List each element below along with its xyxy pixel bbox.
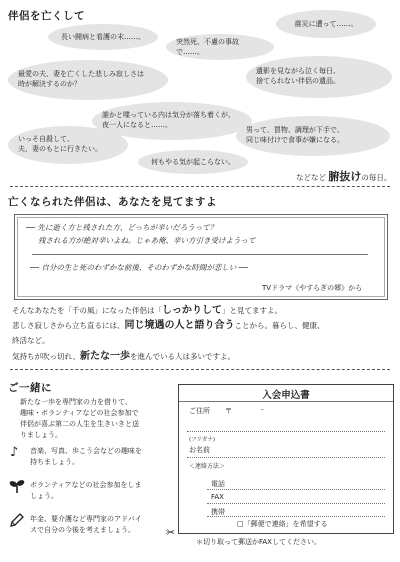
section2-title: 亡くなられた伴侶は、あなたを見てますよ [8, 196, 217, 208]
speech-bubble: 誰かと喋っている内は気分が落ち着くが、 夜一人になると……。 [92, 102, 252, 140]
section1-title: 伴侶を亡くして [8, 10, 85, 22]
fax-label: FAX [211, 493, 224, 501]
speech-bubble: 震災に遭って……。 [276, 10, 376, 38]
furigana-label: (フリガナ) [189, 437, 216, 443]
emphasis-text: 腑抜け [328, 170, 362, 183]
mail-checkbox[interactable]: □「郵便で連絡」を希望する [237, 520, 328, 528]
postal-dash: - [261, 406, 264, 414]
postal-mark: 〒 [225, 407, 232, 415]
mobile-label: 携帯 [211, 508, 225, 516]
speech-bubble: 男って、買物、調理が下手で、 同じ味付けで食事が嫌になる。 [236, 116, 390, 156]
speech-bubble: 突然死、不慮の事故で……。 [166, 34, 274, 60]
mobile-field[interactable] [207, 516, 385, 517]
fax-field[interactable] [207, 503, 385, 504]
name-field[interactable] [187, 457, 385, 458]
speech-bubble: 長い闘病と看護の末……。 [48, 24, 158, 50]
section3-intro: 新たな一歩を専門家の力を借りて、 趣味・ボランティアなどの社会参加で 伴侶が喜ぶ第二の人生を生きいきと送 りましょう。 [20, 398, 139, 439]
list-item: 年金、要介護など専門家のアドバイ スで自分の今後を考えましょう。 [30, 515, 142, 534]
pencil-icon [9, 512, 25, 532]
section1-footer: などなど 腑抜けの毎日。 [296, 170, 392, 183]
speech-bubble: 遺影を見ながら泣く毎日、 捨てられない伴侶の遺品。 [246, 56, 392, 98]
list-item: 音楽、写真、歩こう会などの趣味を 持ちましょう。 [30, 447, 142, 466]
name-label: お名前 [189, 446, 210, 454]
application-form [178, 384, 394, 534]
dashed-divider [10, 369, 390, 370]
paragraph: 終活など。 [12, 336, 50, 345]
contact-label: ＜連絡方法＞ [189, 463, 226, 470]
address-field[interactable] [187, 431, 385, 432]
section3-title: ご一緒に [8, 382, 52, 394]
address-label: ご住所 [189, 407, 210, 415]
quote-line: ── 先に逝く方と残された方、どっちが辛いだろうって？ [26, 223, 218, 232]
speech-bubble: 最愛の夫、妻を亡くした悲しみ寂しさは 時が解決するのか？ [8, 60, 168, 100]
quote-line: 残される方が絶対辛いよね。じゃあ俺、辛い方引き受けようって [38, 236, 256, 245]
quote-source: TVドラマ《やすらぎの郷》から [262, 284, 363, 292]
paragraph: 悲しさ寂しさから立ち直るには、同じ境遇の人と語り合うことから。暮らし、健康、 [12, 320, 325, 331]
paragraph: そんなあなたを「千の風」になった伴侶は「しっかりして」と見てますよ。 [12, 305, 282, 316]
phone-field[interactable] [207, 489, 385, 490]
speech-bubble: いっそ自殺して、 夫、妻のもとに行きたい。 [8, 126, 128, 164]
list-item: ボランティアなどの社会参加をしま しょう。 [30, 481, 142, 500]
music-note-icon: ♪ [10, 445, 19, 460]
scissors-icon: ✂ [166, 526, 176, 539]
quote-divider [32, 254, 368, 255]
sprout-icon [9, 478, 25, 498]
phone-label: 電話 [211, 480, 225, 488]
paragraph: 気持ちが吹っ切れ、新たな一歩を進んでいる人は多いですよ。 [12, 351, 235, 362]
form-note: ＊切り取って郵送かFAXしてください。 [196, 538, 321, 546]
quote-line: ── 自分の生と死のわずかな前後、そのわずかな時間が悲しい ── [30, 263, 248, 272]
dashed-divider [10, 186, 390, 187]
speech-bubble: 何もやる気が起こらない。 [138, 150, 248, 174]
form-title: 入会申込書 [262, 390, 310, 401]
